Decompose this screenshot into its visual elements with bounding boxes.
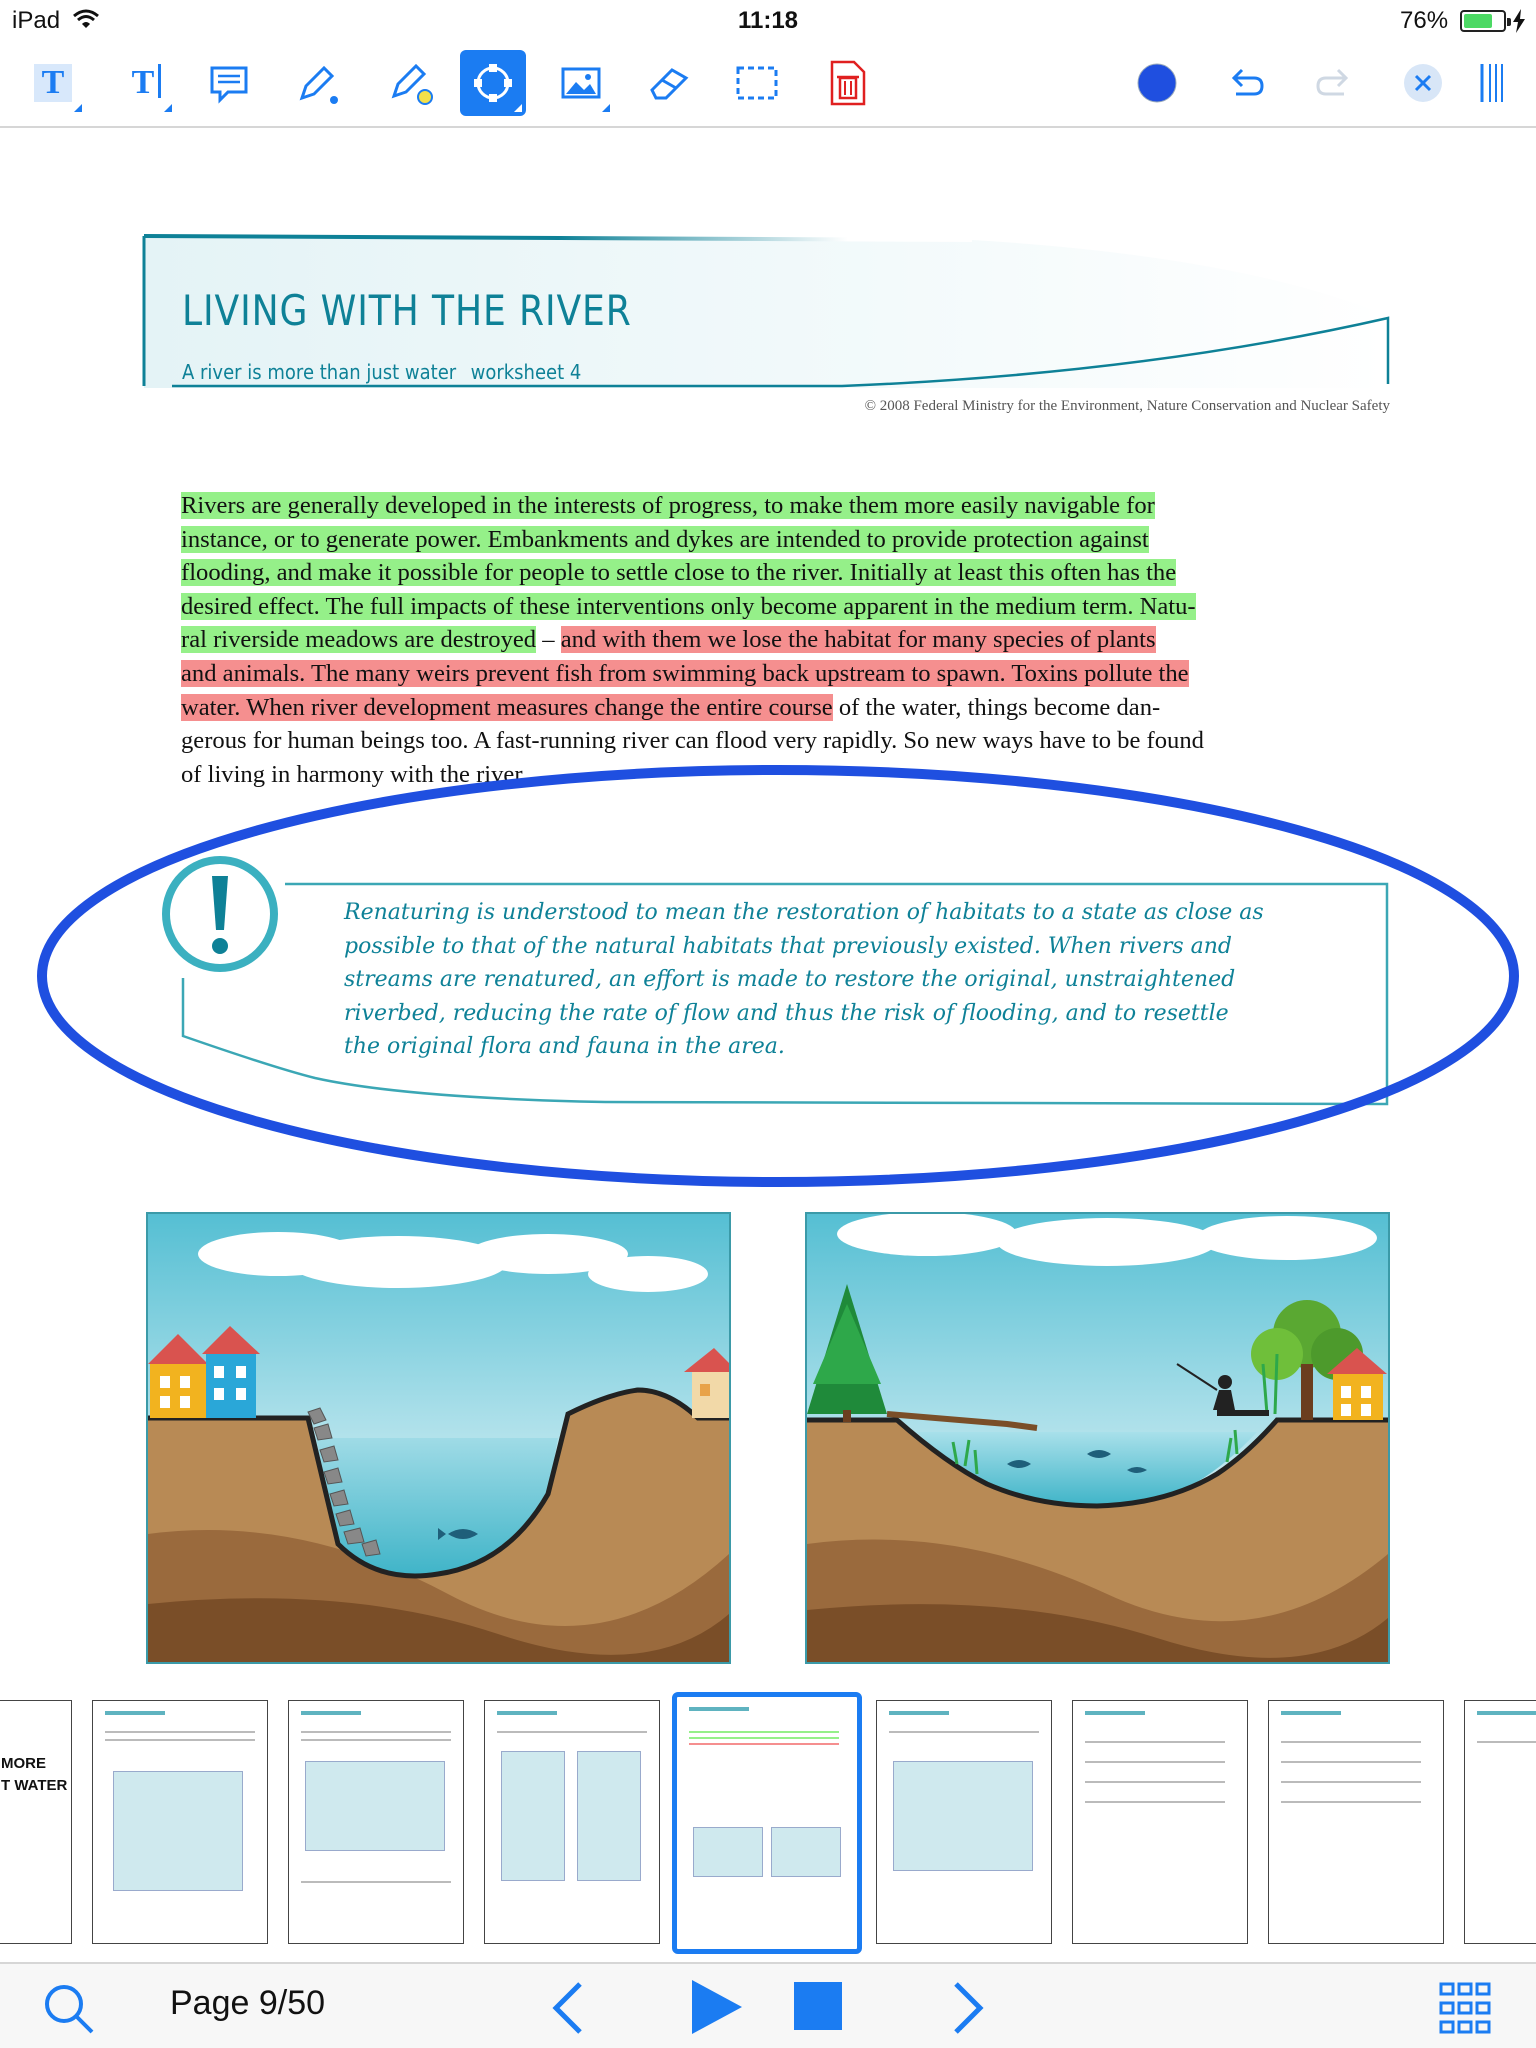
body-line [181,623,1361,657]
clock: 11:18 [737,7,799,34]
image-tool-button[interactable] [548,50,614,116]
charging-icon [1512,9,1526,33]
image-icon [558,60,604,106]
play-icon[interactable] [686,1976,746,2038]
exclamation-icon [158,852,282,976]
plain-text: of the water, things become dan- [832,693,1161,721]
body-line [181,724,1361,758]
shape-icon [470,60,516,106]
body-line [181,758,1361,792]
straightened-river-image[interactable] [146,1212,731,1664]
page-indicator: Page 9/50 [170,1984,326,2022]
undo-button[interactable] [1214,50,1280,116]
renatured-river-illustration [807,1214,1388,1662]
body-line [181,489,1361,523]
page-thumbnail[interactable] [876,1700,1052,1944]
color-picker-button[interactable] [1124,50,1190,116]
battery-percent: 76% [1400,7,1449,34]
page-thumbnail[interactable] [1464,1700,1536,1944]
peek-line-1: MORE [1,1755,46,1772]
pen-tool-button[interactable] [284,50,350,116]
body-paragraph [181,489,1361,791]
body-line [181,691,1361,725]
page-thumbnail[interactable] [288,1700,464,1944]
status-bar [0,0,1536,42]
info-box-text [344,896,1344,1064]
undo-icon [1224,60,1270,106]
next-page-icon[interactable] [946,1978,990,2038]
text-cursor-icon: T [131,64,155,101]
pen-icon [294,60,340,106]
eraser-icon [646,60,692,106]
highlight-green[interactable]: flooding, and make it possible for people to settle close to the river. Initially at least this often has the [181,559,1177,587]
info-line: Renaturing is understood to mean the restoration of habitats to a state as close as [344,900,1264,925]
highlight-green[interactable]: desired effect. The full impacts of these interventions only become apparent in the medium term. Natu- [181,592,1196,620]
page-thumbnail[interactable] [0,1700,72,1944]
plain-text: gerous for human beings too. A fast-running river can flood very rapidly. So new ways have to be found [181,727,1204,755]
straightened-river-illustration [148,1214,729,1662]
shape-tool-button[interactable] [460,50,526,116]
toolbar [0,42,1536,128]
select-icon [734,60,780,106]
select-tool-button[interactable] [724,50,790,116]
sidebar-icon [1470,60,1516,106]
delete-icon [824,60,870,106]
delete-page-button[interactable] [814,50,880,116]
sidebar-toggle-button[interactable] [1460,50,1526,116]
body-line [181,657,1361,691]
eraser-tool-button[interactable] [636,50,702,116]
highlighter-tool-button[interactable] [378,50,444,116]
search-icon[interactable] [40,1980,96,2036]
text-tool-button[interactable] [20,50,86,116]
thumbnail-peek-text [1,1753,67,1797]
plain-text: of living in harmony with the river. [181,760,528,788]
subtitle-text: A river is more than just water [182,360,457,384]
page-title: LIVING WITH THE RIVER [182,286,632,335]
note-tool-button[interactable] [196,50,262,116]
highlight-red[interactable]: and animals. The many weirs prevent fish from swimming back upstream to spawn. Toxins pollute the [181,659,1189,687]
info-line: the original flora and fauna in the area. [344,1034,785,1060]
text-cursor-tool-button[interactable] [110,50,176,116]
plain-text: – [536,626,561,654]
device-name: iPad [12,7,61,34]
page-thumbnail[interactable] [1072,1700,1248,1944]
page-thumbnail[interactable] [484,1700,660,1944]
highlight-green[interactable]: ral riverside meadows are destroyed [181,626,537,654]
page-thumbnail[interactable] [1268,1700,1444,1944]
close-button[interactable] [1390,50,1456,116]
redo-button[interactable] [1300,50,1366,116]
page-subtitle [182,360,581,384]
note-icon [206,60,252,106]
grid-icon[interactable] [1438,1980,1492,2036]
highlight-green[interactable]: Rivers are generally developed in the interests of progress, to make them more easily navigable for [181,492,1155,519]
page-thumbnail-strip[interactable] [0,1690,1536,1960]
renatured-river-image[interactable] [805,1212,1390,1664]
page-thumbnail-current[interactable] [672,1692,862,1954]
worksheet-label: worksheet 4 [470,360,582,384]
bottom-bar [0,1962,1536,2048]
prev-page-icon[interactable] [546,1978,590,2038]
color-icon [1134,60,1180,106]
highlight-green[interactable]: instance, or to generate power. Embankments and dykes are intended to provide protection against [181,525,1149,553]
text-tool-icon: T [34,64,73,102]
info-line: riverbed, reducing the rate of flow and thus the risk of flooding, and to resettle [344,1000,1229,1026]
highlighter-icon [388,60,434,106]
peek-line-2: T WATER [1,1777,68,1794]
highlight-red[interactable]: water. When river development measures change the entire course [181,693,833,721]
redo-icon [1310,60,1356,106]
info-line: possible to that of the natural habitats that previously existed. When rivers and [344,933,1232,959]
body-line [181,523,1361,557]
battery-icon [1460,10,1506,32]
close-icon [1400,60,1446,106]
body-line [181,590,1361,624]
info-line: streams are renatured, an effort is made to restore the original, unstraightened [344,967,1236,993]
page-thumbnail[interactable] [92,1700,268,1944]
stop-icon[interactable] [794,1982,842,2030]
copyright-notice: © 2008 Federal Ministry for the Environment, Nature Conservation and Nuclear Safety [864,398,1390,414]
highlight-red[interactable]: and with them we lose the habitat for many species of plants [560,626,1156,654]
body-line [181,556,1361,590]
